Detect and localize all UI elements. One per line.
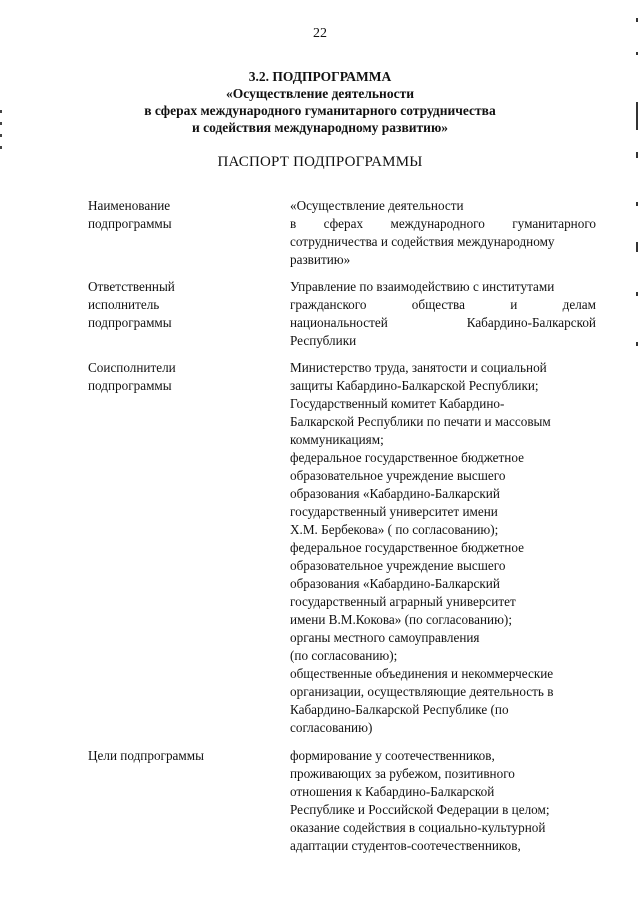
goals-value: формирование у соотечественников, проживающих за рубежом, позитивного отношения к Кабардино-Балкарской Республике и Российской Федерации в целом; оказание содействия в социально-культурной адаптации студентов-соотечественников, [290, 748, 550, 853]
heading-line: «Осуществление деятельности [226, 86, 414, 101]
coexecutors-value: Министерство труда, занятости и социальной защиты Кабардино-Балкарской Республики; Государственный комитет Кабардино- Балкарской Республики по печати и массовым коммуникациям; федеральное государственное бюджетное образовательное учреждение высшего образования «Кабардино-Балкарский государственный университет имени Х.М. Бербекова» ( по согласованию); федеральное государственное бюджетное образовательное учреждение высшего образования «Кабардино-Балкарский государственный аграрный университет имени В.М.Кокова» (по согласованию); органы местного самоуправления (по согласованию); общественные объединения и некоммерческие организации, осуществляющие деятельность в Кабардино-Балкарской Республике (по согласованию) [290, 360, 554, 735]
name-label: Наименование подпрограммы [88, 198, 172, 231]
heading-line: 3.2. ПОДПРОГРАММА [248, 69, 392, 84]
goals-label: Цели подпрограммы [88, 748, 204, 763]
executor-value: Управление по взаимодействию с институтами гражданского общества и делам национальностей Кабардино-Балкарской Республики [290, 279, 596, 348]
heading-line: и содействия международному развитию» [191, 120, 449, 135]
passport-title: ПАСПОРТ ПОДПРОГРАММЫ [217, 154, 423, 170]
scan-edge-marks [632, 12, 640, 372]
heading-line: в сферах международного гуманитарного сотрудничества [144, 103, 496, 118]
page-number: 22 [313, 26, 327, 41]
subprogram-heading [0, 68, 640, 136]
name-value: «Осуществление деятельности в сферах международного гуманитарного сотрудничества и содействия международному развитию» [290, 198, 596, 267]
scan-left-marks [0, 110, 3, 150]
executor-label: Ответственный исполнитель подпрограммы [88, 279, 175, 330]
coexecutors-label: Соисполнители подпрограммы [88, 360, 176, 393]
